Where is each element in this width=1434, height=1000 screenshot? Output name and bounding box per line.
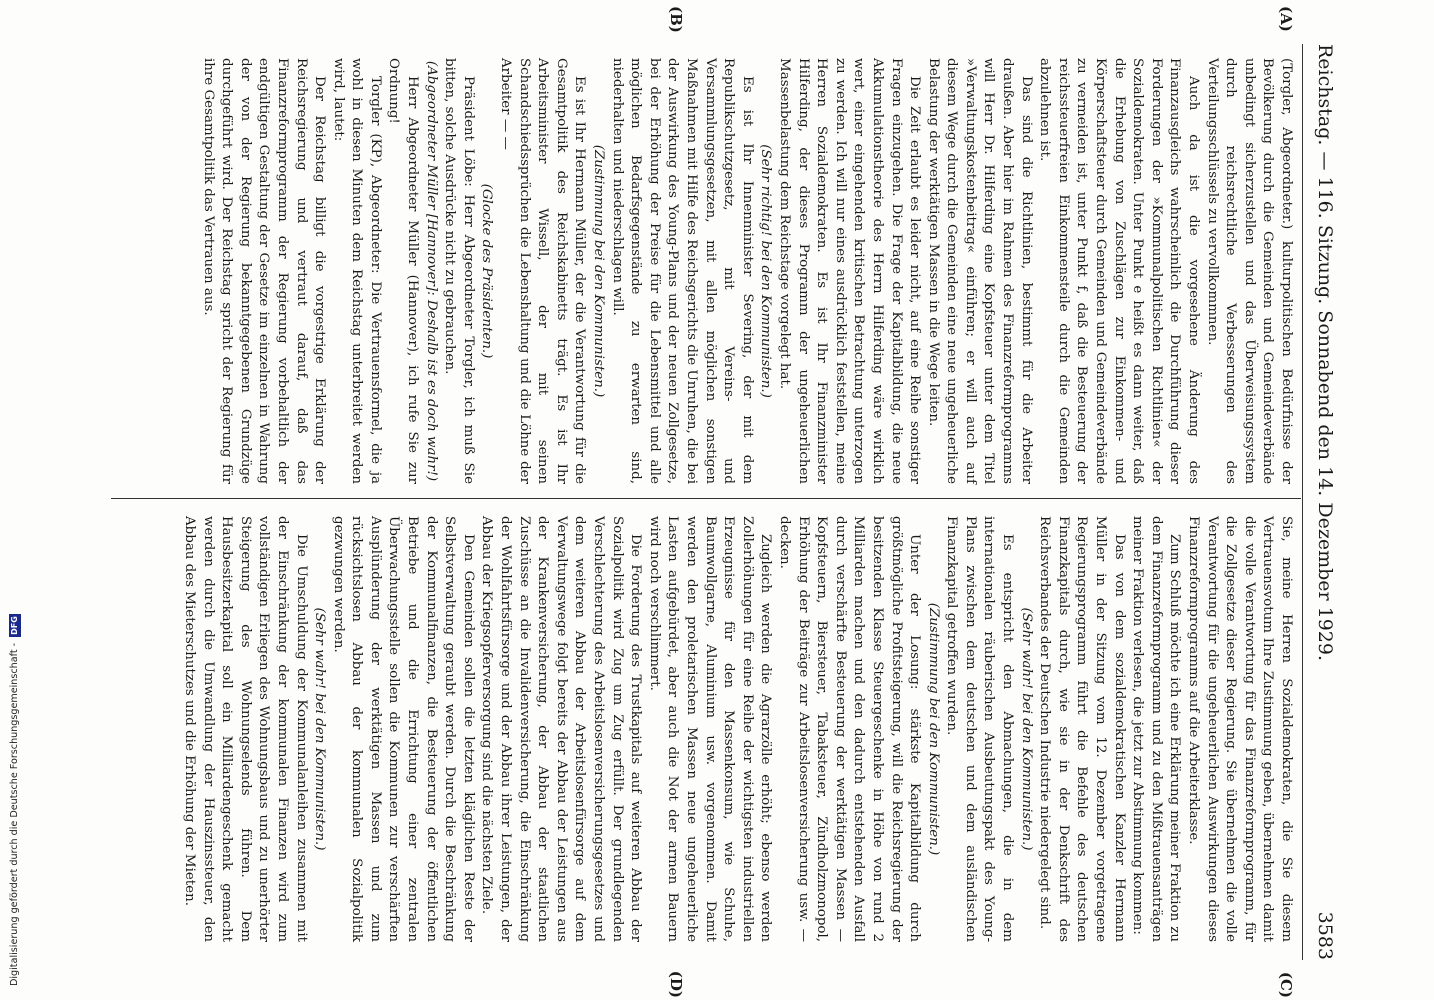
margin-letter-c: (C) (1277, 971, 1295, 998)
margin-letter-b: (B) (667, 6, 685, 33)
paragraph: Den Gemeinden sollen die letzten kläglichen Reste der Selbstverwaltung geraubt werden. Durch die Beschränkung der Kommunalfinanzen, die Besteuerung der öffentlichen Betriebe und die Errichtung einer zentralen Überwachungsstelle sollen die Kommunen zur verschärften Ausplünderung der werktätigen Massen und zum rücksichtslosen Abbau der kommunalen Sozialpolitik gezwungen werden. (330, 516, 476, 942)
credit-text: Digitalisierung gefördert durch die Deutsche Forschungsgemeinschaft - (9, 642, 20, 986)
paragraph: Zum Schluß möchte ich eine Erklärung meiner Fraktion zu dem Finanzreformprogramm und zu den Mißtrauensanträgen meiner Fraktion verlesen, die jetzt zur Abstimmung kommen: (1130, 516, 1183, 942)
paragraph: Torgler (KP), Abgeordneter: Die Vertrauensformel, die ja wohl in diesen Minuten dem Reichstag unterbreitet werden wird, lautet: (330, 58, 383, 484)
paragraph: Es entspricht den Abmachungen, die in dem internationalen räuberischen Ausbeutungspakt des Young-Plans zwischen dem deutschen und dem ausländischen Finanzkapital getroffen wurden. (944, 516, 1016, 942)
paragraph: Zugleich werden die Agrarzölle erhöht; ebenso werden Zollerhöhungen für eine Reihe der wichtigsten industriellen Erzeugnisse für den Massenkonsum, wie Schuhe, Baumwollgarne, Aluminium usw. vorgenommen. Damit werden den proletarischen Massen neue ungeheuerliche Lasten aufgebürdet, aber auch die Not der armen Bauern wird noch verschlimmert. (646, 516, 774, 942)
paragraph: Der Reichstag billigt die vorgestrige Erklärung der Reichsregierung und vertraut darauf, daß das Finanzreformprogramm der Regierung vorbehaltlich der endgültigen Gestaltung der Gesetze im einzelnen in Wahrung der von der Regierung bekanntgegebenen Grundzüge durchgeführt wird. Der Reichstag spricht der Regierung für ihre Gesamtpolitik das Vertrauen aus. (200, 58, 328, 484)
paragraph: (Torgler, Abgeordneter.) kulturpolitischen Bedürfnisse der Bevölkerung durch die Gemeinden und Gemeindeverbände unbedingt sicherzustellen und das Überweisungssystem durch reichsrechtliche Verbesserungen des Verteilungsschlüssels zu vervollkommnen. (1204, 58, 1294, 484)
interjection: (Glocke des Präsidenten.) (479, 183, 495, 359)
paragraph: Die Forderung des Trustkapitals auf weiteren Abbau der Sozialpolitik wird Zug um Zug erfüllt. Der grundlegenden Verschlechterung des Arbeitslosenversicherungsgesetzes und dem weiteren Abbau der Arbeitslosenfürsorge auf dem Verwaltungswege folgt bereits der Abbau der Leistungen aus der Krankenversicherung, der Abbau der staatlichen Zuschüsse an die Invalidenversicherung, die Einschränkung der Wohlfahrtsfürsorge und der Abbau ihrer Leistungen, der Abbau der Kriegsopferversorgung sind die nächsten Ziele. (479, 516, 644, 942)
paragraph: Unter der Losung: stärkste Kapitalbildung durch größtmögliche Profitsteigerung, will die Reichsregierung der besitzenden Klasse Steuergeschenke in Höhe von rund 2 Milliarden machen und den dadurch entstehenden Ausfall durch verschärfte Besteuerung der werktätigen Massen — Kopfsteuern, Biersteuer, Tabaksteuer, Zündholzmonopol, Erhöhung der Beiträge zur Arbeitslosenversicherung usw. — decken. (776, 516, 923, 942)
paragraph: Sie, meine Herren Sozialdemokraten, die Sie diesem Vertrauensvotum Ihre Zustimmung geben, übernehmen damit die volle Verantwortung für das Finanzreformprogramm, für die Zollgesetze dieser Regierung. Sie übernehmen die volle Verantwortung für die ungeheuerlichen Auswirkungen dieses Finanzreformprogramms auf die Arbeiterklasse. (1186, 516, 1294, 942)
column-divider (111, 498, 1301, 499)
paragraph: Herr Abgeordneter Müller (Hannover), ich rufe Sie zur Ordnung! (386, 58, 421, 484)
paragraph: Es ist Ihr Hermann Müller, der die Verantwortung für die Gesamtpolitik des Reichskabinetts trägt. Es ist Ihr Arbeitsminister Wissell, der mit seinen Schandschiedssprüchen die Lebenshaltung und die Löhne der Arbeiter — — (498, 58, 588, 484)
paragraph: Auch da ist die vorgesehene Änderung des Finanzausgleichs wahrscheinlich die Durchführung dieser Forderungen der »Kommunalpolitischen Richtlinien« der Sozialdemokraten. Unter Punkt e heißt es dann weiter, daß die Erhebung von Zuschlägen zur Einkommen- und Körperschaftsteuer durch Gemeinden und Gemeindeverbände zu vermeiden ist, unter Punkt f, daß die Besteuerung der reichssteuerfreien Einkommensteile durch die Gemeinden abzulehnen ist. (1037, 58, 1202, 484)
paragraph: Das von dem sozialdemokratischen Kanzler Hermann Müller in der Sitzung vom 12. Dezember vorgetragene Regierungsprogramm führt die Befehle des deutschen Finanzkapitals durch, wie sie in der Denkschrift des Reichsverbandes der Deutschen Industrie niedergelegt sind. (1037, 516, 1127, 942)
interjection: (Abgeordneter Müller [Hannover]: Deshalb ist es doch wahr!) (423, 60, 439, 482)
paragraph: Die Umschuldung der Kommunalanleihen zusammen mit der Einschränkung der kommunalen Finanzen wird zum vollständigen Erliegen des Wohnungsbaus und zu unerhörter Steigerung des Wohnungselends führen. Dem Hausbesitzerkapital soll ein Milliardengeschenk gemacht werden durch die Umwandlung der Hauszinssteuer, den Abbau des Mieterschutzes und die Erhöhung der Mieten. (181, 516, 309, 942)
margin-letter-d: (D) (667, 970, 685, 998)
margin-letter-a: (A) (1277, 6, 1295, 32)
interjection: (Zustimmung bei den Kommunisten.) (591, 144, 607, 398)
paragraph: Die Zeit erlaubt es leider nicht, auf eine Reihe sonstiger Fragen einzugehen. Die Frage der Kapitalbildung, die neue Akkumulationstheorie des Herrn Hilferding wäre wirklich wert, einer eingehenden kritischen Betrachtung unterzogen zu werden. Ich will nur eines ausdrücklich feststellen, meine Herren Sozialdemokraten. Es ist Ihr Finanzminister Hilferding, der dieses Programm der ungeheuerlichen Massenbelastung dem Reichstage vorgelegt hat. (776, 58, 923, 484)
paragraph: Das sind die Richtlinien, bestimmt für die Arbeiter draußen. Aber hier im Rahmen des Finanzreformprogramms will Herr Dr. Hilferding eine Kopfsteuer unter dem Titel »Verwaltungskostenbeitrag« einführen; er will auch auf diesem Wege durch die Gemeinden eine neue ungeheuerliche Belastung der werktätigen Massen in die Wege leiten. (925, 58, 1034, 484)
dfg-logo: DFG (10, 616, 19, 635)
paragraph: Präsident Löbe: Herr Abgeordneter Torgler, ich muß Sie bitten, solche Ausdrücke nicht zu gebrauchen. (442, 58, 476, 484)
interjection: (Zustimmung bei den Kommunisten.) (925, 602, 941, 856)
right-column (179, 516, 1295, 942)
running-header (1305, 44, 1345, 960)
reichstag-page (45, 0, 1345, 1000)
header-rule (1302, 44, 1303, 960)
interjection: (Sehr wahr! bei den Kommunisten.) (312, 607, 328, 851)
digitization-credit (8, 606, 22, 986)
interjection: (Sehr richtig! bei den Kommunisten.) (758, 144, 774, 398)
left-column (198, 58, 1295, 484)
paragraph: Es ist Ihr Innenminister Severing, der mit dem Republikschutzgesetz, mit Vereins- und Versammlungsgesetzen, mit allen möglichen sonstigen Maßnahmen mit Hilfe des Reichsgerichts die Unruhen, die bei der Auswirkung des Young-Plans und der neuen Zollgesetze, bei der Erhöhung der Preise für die Lebensmittel und alle möglichen Bedarfsgegenstände zu erwarten sind, niederhalten und niederschlagen will. (609, 58, 755, 484)
page-number: 3583 (1314, 911, 1336, 960)
interjection: (Sehr wahr! bei den Kommunisten.) (1018, 607, 1034, 851)
header-title: Reichstag. — 116. Sitzung. Sonnabend den 14. Dezember 1929. (1314, 44, 1336, 662)
